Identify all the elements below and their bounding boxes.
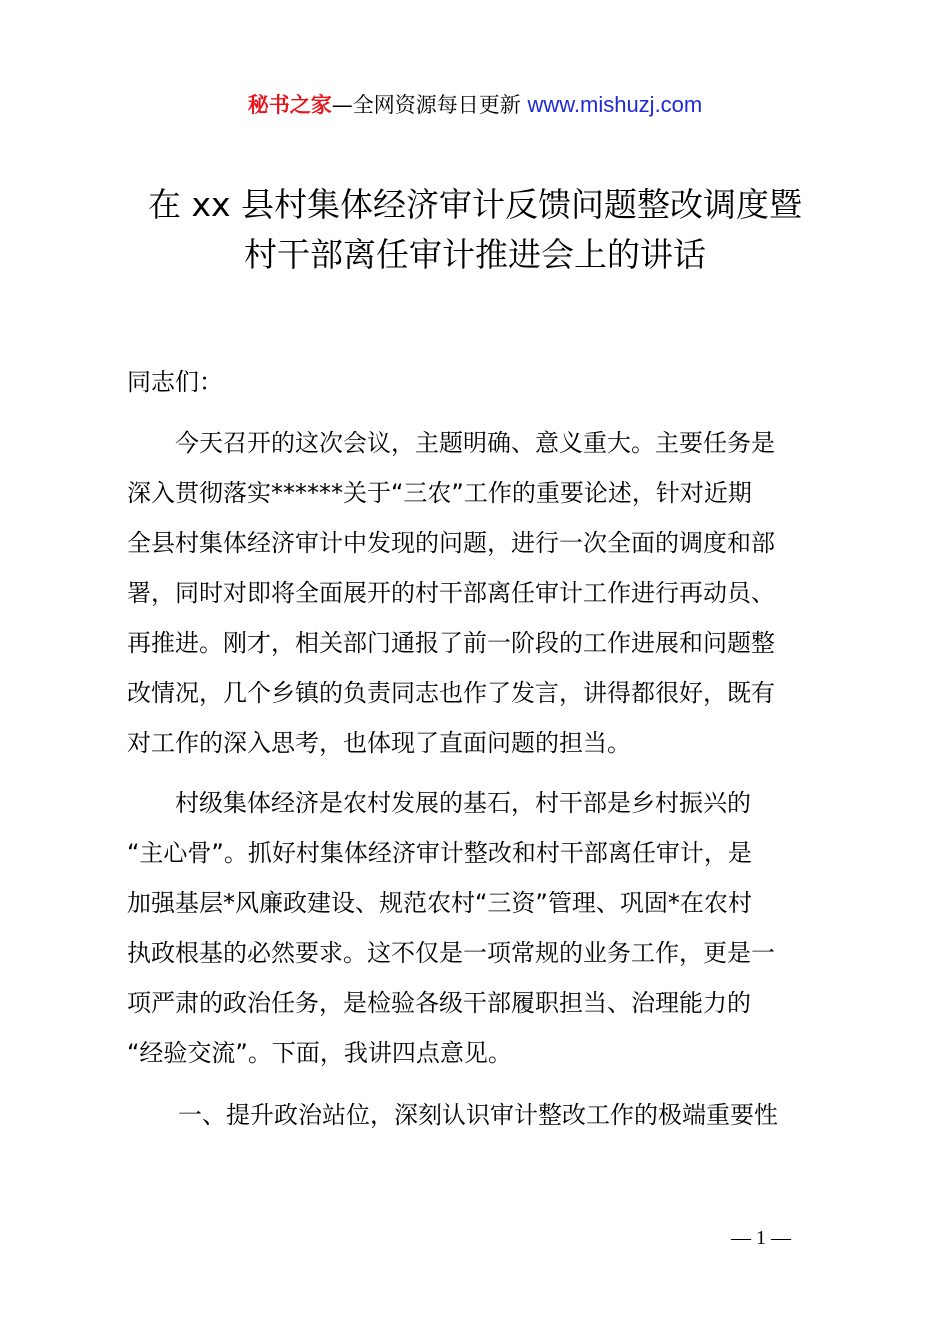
paragraph-line: 加强基层*风廉政建设、规范农村“三资”管理、巩固*在农村: [127, 889, 752, 917]
paragraph-line: “主心骨”。抓好村集体经济审计整改和村干部离任审计，是: [127, 839, 752, 867]
paragraph-line: 村级集体经济是农村发展的基石，村干部是乡村振兴的: [175, 789, 751, 817]
brand-name: 秘书之家: [247, 93, 332, 117]
title-line-1: 在 xx 县村集体经济审计反馈问题整改调度暨: [147, 185, 803, 224]
paragraph-line: 再推进。刚才，相关部门通报了前一阶段的工作进展和问题整: [127, 629, 775, 657]
paragraph-line: 项严肃的政治任务，是检验各级干部履职担当、治理能力的: [127, 989, 751, 1017]
site-url-link[interactable]: www.mishuzj.com: [527, 92, 703, 117]
paragraph-line: 执政根基的必然要求。这不仅是一项常规的业务工作，更是一: [127, 939, 775, 967]
title-line-2: 村干部离任审计推进会上的讲话: [244, 235, 706, 274]
paragraph-line: 全县村集体经济审计中发现的问题，进行一次全面的调度和部: [127, 529, 775, 557]
paragraph-line: 深入贯彻落实******关于“三农”工作的重要论述，针对近期: [127, 479, 752, 507]
paragraph-line: 改情况，几个乡镇的负责同志也作了发言，讲得都很好，既有: [127, 679, 775, 707]
section-heading-1: 一、提升政治站位，深刻认识审计整改工作的极端重要性: [178, 1101, 778, 1129]
salutation: 同志们：: [127, 368, 223, 396]
header-tagline: —全网资源每日更新: [331, 93, 521, 117]
header-banner: [0, 88, 950, 122]
paragraph-line: “经验交流”。下面，我讲四点意见。: [127, 1039, 512, 1067]
page-number: — 1 —: [731, 1227, 791, 1249]
paragraph-line: 署，同时对即将全面展开的村干部离任审计工作进行再动员、: [127, 579, 775, 607]
paragraph-line: 今天召开的这次会议，主题明确、意义重大。主要任务是: [175, 429, 775, 457]
paragraph-line: 对工作的深入思考，也体现了直面问题的担当。: [127, 729, 631, 757]
paragraph-2: [127, 778, 847, 1078]
document-title: [60, 180, 890, 280]
paragraph-1: [127, 418, 847, 768]
